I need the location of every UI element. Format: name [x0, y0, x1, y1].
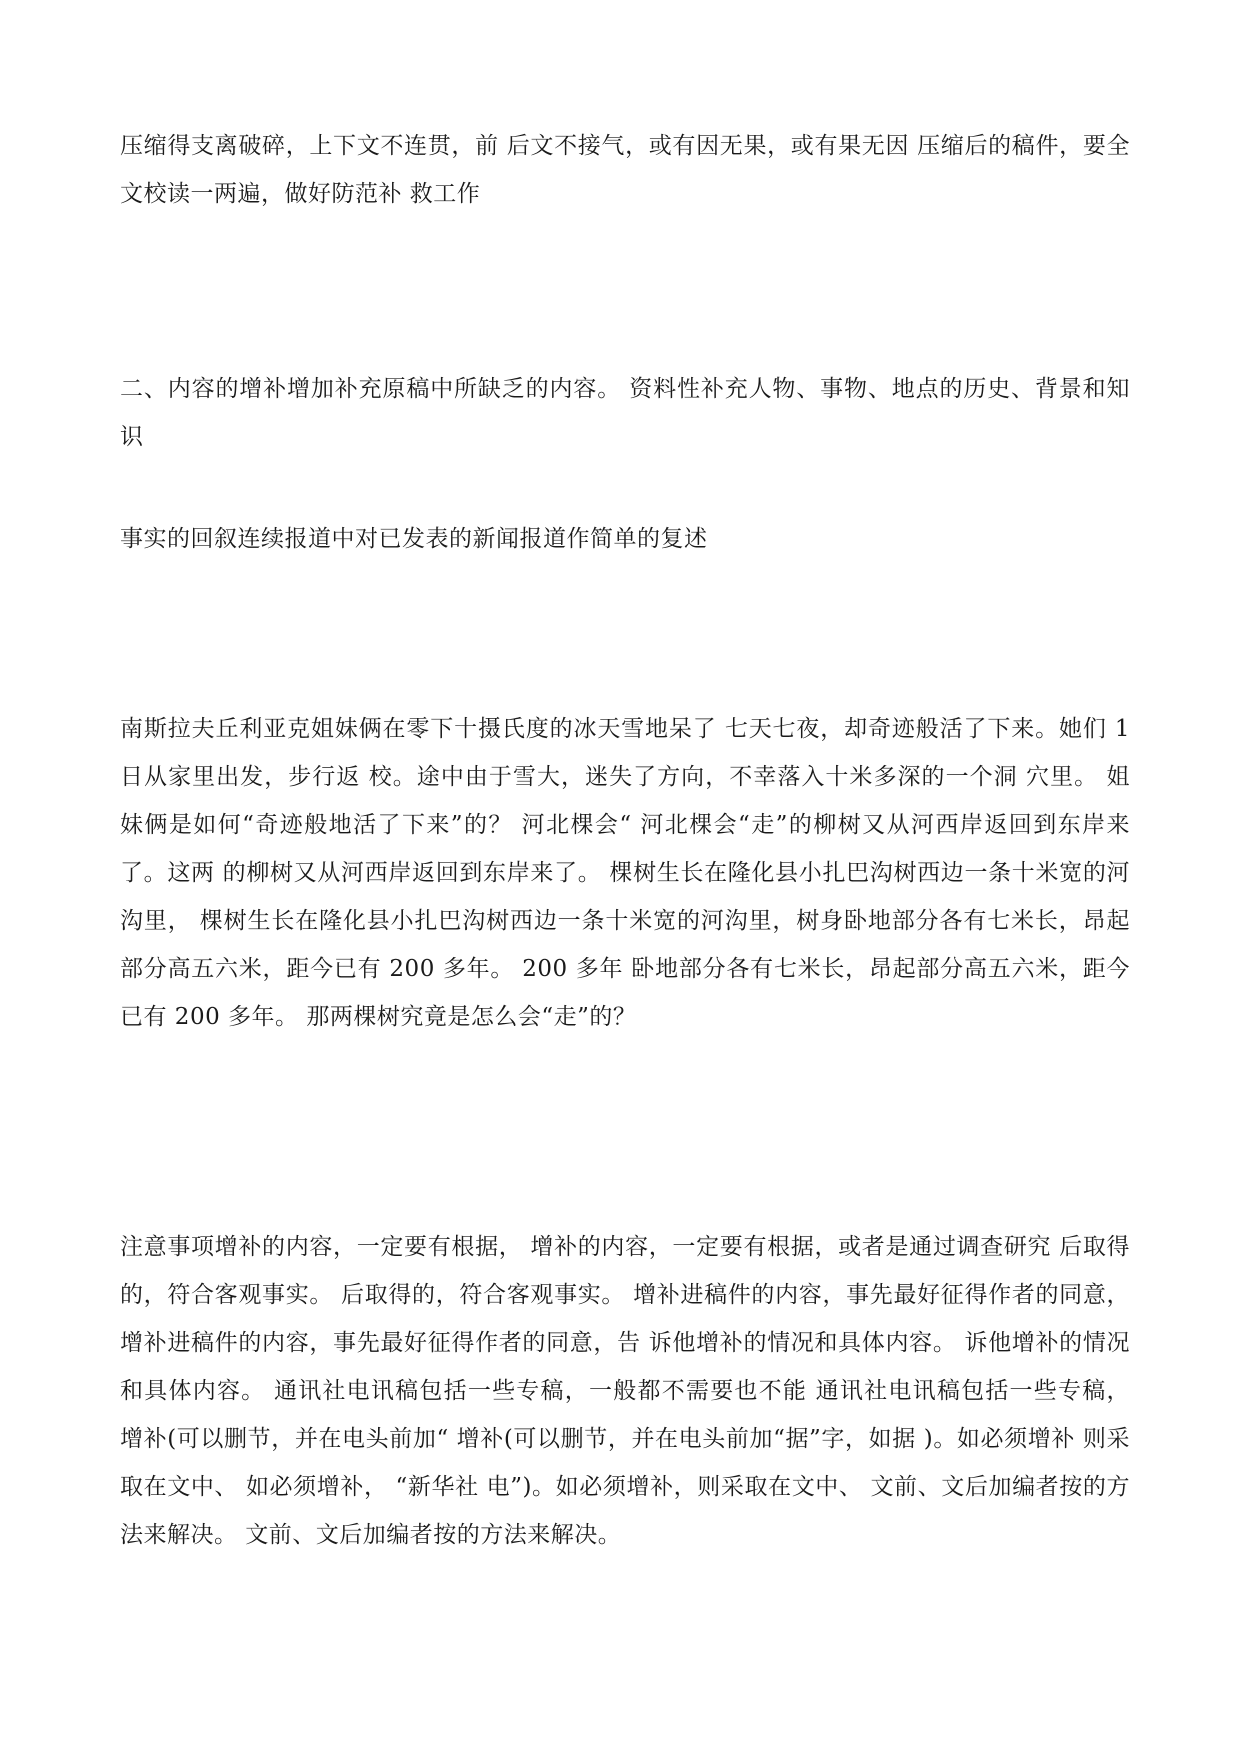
paragraph-content-supplement-heading: 二、内容的增补增加补充原稿中所缺乏的内容。 资料性补充人物、事物、地点的历史、背景和知识 — [120, 376, 1130, 450]
paragraph-examples: 南斯拉夫丘利亚克姐妹俩在零下十摄氏度的冰天雪地呆了 七天七夜，却奇迹般活了下来。她们 1 日从家里出发，步行返 校。途中由于雪大，迷失了方向，不幸落入十米多深的一个洞 穴里。 姐妹俩是如何“奇迹般地活了下来”的？ 河北棵会“ 河北棵会“走”的柳树又从河西岸返回到东岸来了。这两 的柳树又从河西岸返回到东岸来了。 棵树生长在隆化县小扎巴沟树西边一条十米宽的河沟里， 棵树生长在隆化县小扎巴沟树西边一条十米宽的河沟里，树身卧地部分各有七米长，昂起部分高五六米，距今已有 200 多年。 200 多年 卧地部分各有七米长，昂起部分高五六米，距今已有 200 多年。 那两棵树究竟是怎么会“走”的？ — [120, 716, 1130, 1030]
paragraph-compression-note: 压缩得支离破碎，上下文不连贯，前 后文不接气，或有因无果，或有果无因 压缩后的稿件，要全文校读一两遍，做好防范补 救工作 — [120, 133, 1130, 207]
paragraph-precautions: 注意事项增补的内容，一定要有根据， 增补的内容，一定要有根据，或者是通过调查研究 后取得的，符合客观事实。 后取得的，符合客观事实。 增补进稿件的内容，事先最好征得作者的同意， 增补进稿件的内容，事先最好征得作者的同意，告 诉他增补的情况和具体内容。 诉他增补的情况和具体内容。 通讯社电讯稿包括一些专稿，一般都不需要也不能 通讯社电讯稿包括一些专稿， 增补(可以删节，并在电头前加“ 增补(可以删节，并在电头前加“据”字，如据 )。如必须增补 则采取在文中、 如必须增补， “新华社 电”)。如必须增补，则采取在文中、 文前、文后加编者按的方法来解决。 文前、文后加编者按的方法来解决。 — [120, 1234, 1130, 1548]
paragraph-fact-recap: 事实的回叙连续报道中对已发表的新闻报道作简单的复述 — [120, 526, 708, 552]
